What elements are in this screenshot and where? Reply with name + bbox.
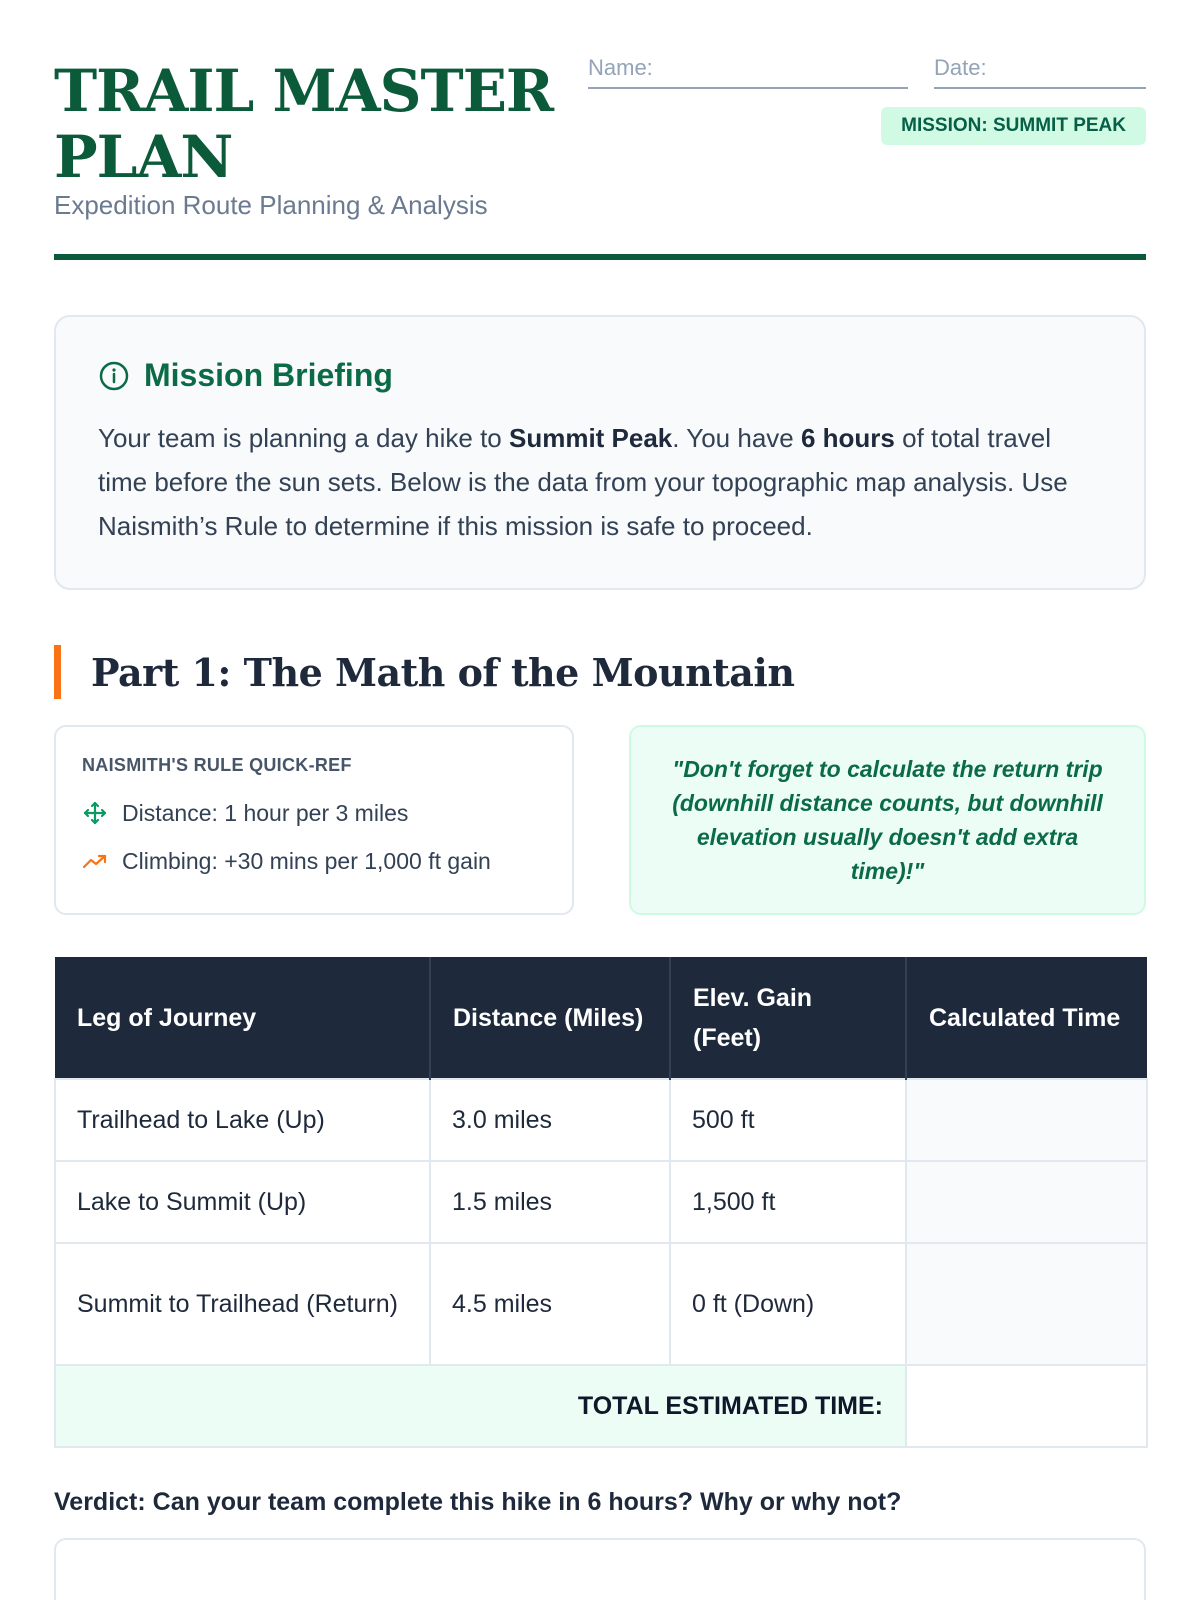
- table-row: [55, 1243, 1147, 1365]
- verdict-question: Verdict: Can your team complete this hike in 6 hours? Why or why not?: [54, 1488, 902, 1516]
- column-header-leg: Leg of Journey: [55, 957, 430, 1079]
- calculated-time-input[interactable]: [906, 1161, 1147, 1243]
- quick-ref-item: [82, 846, 546, 876]
- calculated-time-input[interactable]: [906, 1079, 1147, 1161]
- quick-ref-item: [82, 798, 546, 828]
- verdict-answer-box[interactable]: [54, 1538, 1146, 1600]
- quick-ref-text: Climbing: +30 mins per 1,000 ft gain: [122, 847, 491, 874]
- header: [54, 0, 1146, 262]
- elevation-cell: 500 ft: [670, 1079, 906, 1161]
- table-row: [55, 1161, 1147, 1243]
- trending-up-icon: [82, 848, 108, 874]
- tip-quote-text: "Don't forget to calculate the return trip (downhill distance counts, but downhill elevation usually doesn't add extra time)!": [672, 756, 1103, 884]
- move-arrows-icon: [82, 800, 108, 826]
- elevation-cell: 0 ft (Down): [670, 1243, 906, 1365]
- section-title: Part 1: The Math of the Mountain: [91, 649, 795, 695]
- mission-briefing-card: [54, 315, 1146, 590]
- page-subtitle: Expedition Route Planning & Analysis: [54, 190, 488, 220]
- total-time-input[interactable]: [906, 1365, 1147, 1447]
- header-divider: [54, 254, 1146, 260]
- name-label: Name:: [588, 55, 653, 80]
- leg-cell: Lake to Summit (Up): [55, 1161, 430, 1243]
- quick-ref-text: Distance: 1 hour per 3 miles: [122, 799, 409, 826]
- date-field[interactable]: [934, 55, 1146, 89]
- distance-cell: 1.5 miles: [430, 1161, 670, 1243]
- journey-table: [54, 957, 1148, 1448]
- leg-cell: Trailhead to Lake (Up): [55, 1079, 430, 1161]
- briefing-bold-time: 6 hours: [800, 423, 895, 453]
- distance-cell: 3.0 miles: [430, 1079, 670, 1161]
- table-row: [55, 1079, 1147, 1161]
- page-title: TRAIL MASTER PLAN: [54, 57, 554, 191]
- elevation-cell: 1,500 ft: [670, 1161, 906, 1243]
- briefing-text-part: . You have: [672, 423, 801, 453]
- total-time-label: TOTAL ESTIMATED TIME:: [55, 1365, 906, 1447]
- leg-cell: Summit to Trailhead (Return): [55, 1243, 430, 1365]
- quick-ref-card: [54, 725, 574, 915]
- column-header-time: Calculated Time: [906, 957, 1147, 1079]
- tip-quote-card: [629, 725, 1146, 915]
- distance-cell: 4.5 miles: [430, 1243, 670, 1365]
- table-total-row: [55, 1365, 1147, 1447]
- column-header-elevation: Elev. Gain (Feet): [670, 957, 906, 1079]
- info-icon: [98, 360, 130, 392]
- briefing-bold-destination: Summit Peak: [508, 423, 673, 453]
- briefing-header: [98, 357, 1102, 394]
- briefing-text-part: Your team is planning a day hike to: [98, 423, 509, 453]
- section-heading-part1: [54, 645, 795, 699]
- mission-badge: MISSION: SUMMIT PEAK: [881, 107, 1146, 145]
- date-label: Date:: [934, 55, 987, 80]
- name-field[interactable]: [588, 55, 908, 89]
- quick-ref-title: NAISMITH'S RULE QUICK-REF: [82, 755, 352, 775]
- calculated-time-input[interactable]: [906, 1243, 1147, 1365]
- briefing-text: [98, 416, 1102, 548]
- column-header-distance: Distance (Miles): [430, 957, 670, 1079]
- table-header-row: [55, 957, 1147, 1079]
- briefing-text-part: of total travel time before the sun sets. Below is the data from your topographic map analysis. Use Naismith’s Rule to determine if this mission is safe to proceed.: [98, 423, 1068, 541]
- briefing-title: Mission Briefing: [144, 357, 393, 393]
